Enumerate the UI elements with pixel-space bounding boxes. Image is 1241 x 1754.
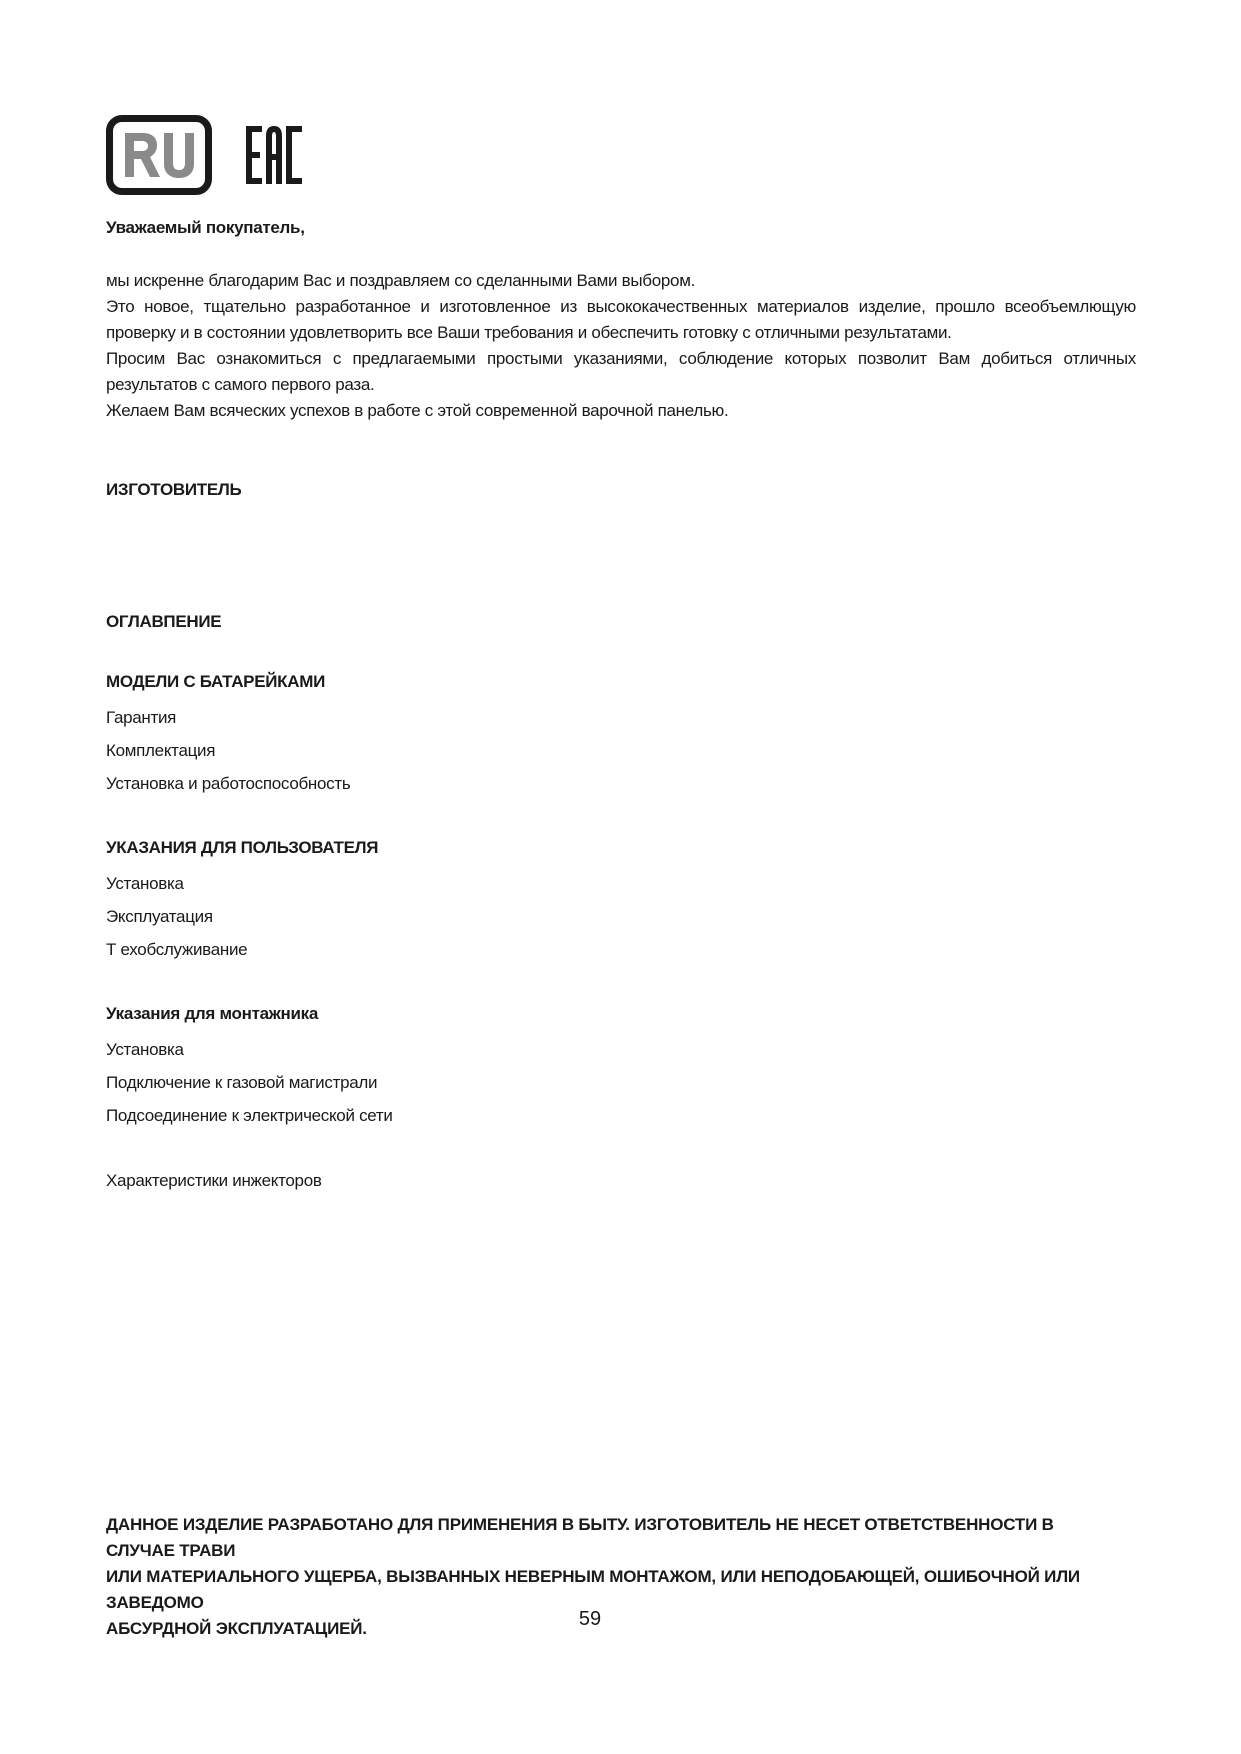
toc-item-operation: Эксплуатация [106,907,213,926]
intro-line: Желаем Вам всяческих успехов в работе с этой современной варочной панелью. [106,401,729,420]
warning-line: ИЛИ МАТЕРИАЛЬНОГО УЩЕРБА, ВЫЗВАННЫХ НЕВЕРНЫМ МОНТАЖОМ, ИЛИ НЕПОДОБАЮЩЕЙ, ОШИБОЧНОЙ ИЛИ ЗАВЕДОМО [106,1567,1080,1612]
page-number: 59 [578,1608,602,1630]
toc-item-installation: Установка [106,874,184,893]
intro-text [106,268,1136,424]
toc-item-installation-operability: Установка и работоспособность [106,774,351,793]
intro-line: результатов с самого первого раза. [106,375,375,394]
toc-section-user-instructions [106,833,806,966]
ru-letters-icon [119,127,199,183]
toc-section-title: Указания для монтажника [106,1004,318,1023]
toc-section-battery-models [106,667,806,800]
toc-heading: ОГЛАВПЕНИЕ [106,612,222,631]
toc-section-title: УКАЗАНИЯ ДЛЯ ПОЛЬЗОВАТЕЛЯ [106,838,379,857]
ru-certification-logo [106,115,212,195]
intro-line: Просим Вас ознакомиться с предлагаемыми простыми указаниями, соблюдение которых позволит Вам добиться отличных [106,349,1136,368]
greeting: Уважаемый покупатель, [106,218,305,237]
warning-line: АБСУРДНОЙ ЭКСПЛУАТАЦИЕЙ. [106,1619,367,1638]
eac-conformity-icon [246,124,304,186]
toc-item-maintenance: Т ехобслуживание [106,940,248,959]
toc-section-injectors [106,1164,806,1197]
intro-line: проверку и в состоянии удовлетворить все Ваши требования и обеспечить готовку с отличными результатами. [106,323,952,342]
manufacturer-heading: ИЗГОТОВИТЕЛЬ [106,480,242,499]
intro-line: мы искренне благодарим Вас и поздравляем со сделанными Вами выбором. [106,271,696,290]
warning-line: ДАННОЕ ИЗДЕЛИЕ РАЗРАБОТАНО ДЛЯ ПРИМЕНЕНИЯ В БЫТУ. ИЗГОТОВИТЕЛЬ НЕ НЕСЕТ ОТВЕТСТВЕННОСТИ В СЛУЧАЕ ТРАВИ [106,1515,1054,1560]
toc-item-injector-specs: Характеристики инжекторов [106,1171,322,1190]
toc-section-installer-instructions [106,999,806,1132]
toc-item-gas-connection: Подключение к газовой магистрали [106,1073,378,1092]
toc-item-electrical-connection: Подсоединение к электрической сети [106,1106,393,1125]
toc-section-title: МОДЕЛИ С БАТАРЕЙКАМИ [106,672,326,691]
certification-logos [106,110,304,200]
toc-item-package-contents: Комплектация [106,741,216,760]
toc-item-warranty: Гарантия [106,708,177,727]
toc-item-installation: Установка [106,1040,184,1059]
intro-line: Это новое, тщательно разработанное и изготовленное из высококачественных материалов изделие, прошло всеобъемлющую [106,297,1136,316]
